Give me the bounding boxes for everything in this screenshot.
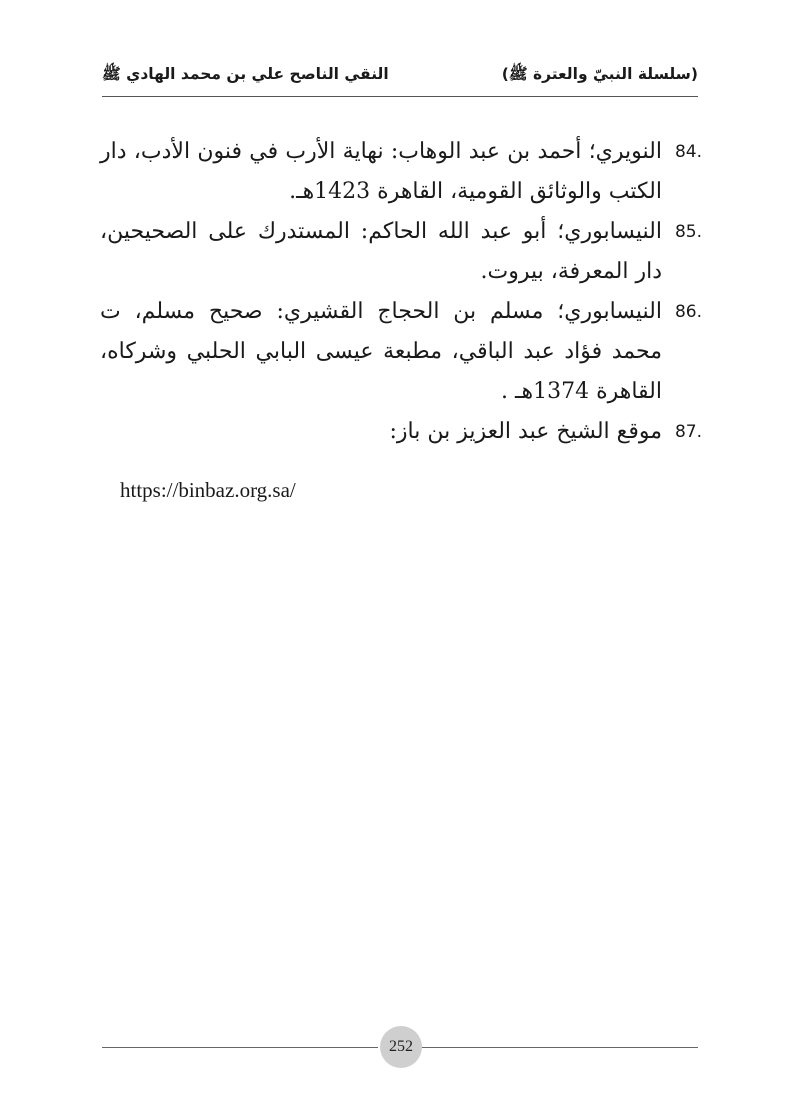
entry-number: 87.: [674, 422, 702, 442]
entry-number: 86.: [674, 302, 702, 322]
entry-text: النويري؛ أحمد بن عبد الوهاب: نهاية الأرب في فنون الأدب، دار الكتب والوثائق القومية، القاهرة 1423هـ.: [100, 139, 662, 204]
entry-number: 85.: [674, 222, 702, 242]
entry-number: 84.: [674, 142, 702, 162]
footer-divider-left: [102, 1047, 378, 1048]
book-title: النقي الناصح علي بن محمد الهادي ﷺ: [102, 65, 389, 83]
bibliography-entry-84: [100, 132, 702, 212]
entry-text: موقع الشيخ عبد العزيز بن باز:: [389, 419, 662, 444]
entry-text: النيسابوري؛ مسلم بن الحجاج القشيري: صحيح مسلم، ت محمد فؤاد عبد الباقي، مطبعة عيسى البابي الحلبي وشركاه، القاهرة 1374هـ .: [100, 299, 662, 404]
footer-divider-right: [422, 1047, 698, 1048]
binbaz-website-link[interactable]: https://binbaz.org.sa/: [120, 478, 296, 502]
bibliography-entry-87: [100, 412, 702, 452]
running-header: [102, 48, 698, 98]
bibliography-entry-86: [100, 292, 702, 412]
entry-text: النيسابوري؛ أبو عبد الله الحاكم: المستدرك على الصحيحين، دار المعرفة، بيروت.: [100, 219, 662, 284]
header-divider: [102, 96, 698, 97]
page-number: 252: [380, 1026, 422, 1068]
bibliography-list: [100, 132, 702, 452]
series-title: (سلسلة النبيّ والعترة ﷺ): [501, 65, 698, 83]
bibliography-entry-85: [100, 212, 702, 292]
